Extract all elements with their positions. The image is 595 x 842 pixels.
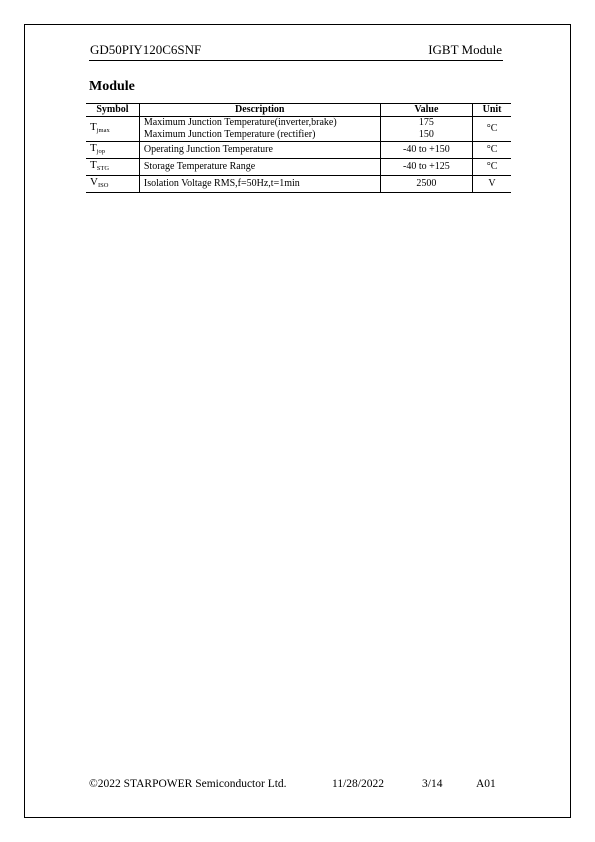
symbol-text: V — [90, 176, 98, 188]
table-row — [86, 176, 511, 193]
symbol-subscript: ISO — [97, 182, 109, 189]
value-text: 175 — [418, 117, 434, 128]
value-text: 150 — [418, 129, 434, 140]
symbol-cell — [86, 142, 139, 159]
symbol-subscript: jmax — [96, 127, 110, 134]
unit-cell: °C — [473, 117, 511, 142]
table-row — [86, 159, 511, 176]
column-header-unit: Unit — [473, 104, 511, 117]
symbol-subscript: jop — [96, 148, 106, 155]
symbol-cell — [86, 159, 139, 176]
symbol-text: T — [90, 142, 97, 154]
table-row — [86, 117, 511, 142]
footer-revision: A01 — [476, 778, 496, 790]
table-row — [86, 142, 511, 159]
symbol-cell — [86, 117, 139, 142]
description-cell: Operating Junction Temperature — [139, 142, 380, 159]
description-text: Maximum Junction Temperature (rectifier) — [143, 129, 316, 140]
value-cell: -40 to +150 — [380, 142, 472, 159]
unit-cell: °C — [473, 159, 511, 176]
symbol-cell — [86, 176, 139, 193]
value-cell: -40 to +125 — [380, 159, 472, 176]
footer-date: 11/28/2022 — [332, 778, 384, 790]
unit-cell: °C — [473, 142, 511, 159]
description-cell: Isolation Voltage RMS,f=50Hz,t=1min — [139, 176, 380, 193]
description-text: Maximum Junction Temperature(inverter,brake) — [143, 117, 337, 128]
footer-page-number: 3/14 — [422, 778, 443, 790]
column-header-description: Description — [139, 104, 380, 117]
part-number: GD50PIY120C6SNF — [90, 42, 202, 57]
symbol-text: T — [90, 121, 97, 133]
value-cell: 2500 — [380, 176, 472, 193]
symbol-subscript: STG — [96, 165, 110, 172]
value-cell — [380, 117, 472, 142]
table-header-row — [86, 104, 511, 117]
description-cell — [139, 117, 380, 142]
column-header-symbol: Symbol — [86, 104, 139, 117]
product-type: IGBT Module — [428, 42, 502, 57]
page-header — [89, 42, 503, 61]
symbol-text: T — [90, 159, 97, 171]
footer-copyright: ©2022 STARPOWER Semiconductor Ltd. — [89, 778, 287, 790]
column-header-value: Value — [380, 104, 472, 117]
unit-cell: V — [473, 176, 511, 193]
description-cell: Storage Temperature Range — [139, 159, 380, 176]
section-title: Module — [89, 79, 135, 94]
module-specs-table — [86, 103, 511, 193]
